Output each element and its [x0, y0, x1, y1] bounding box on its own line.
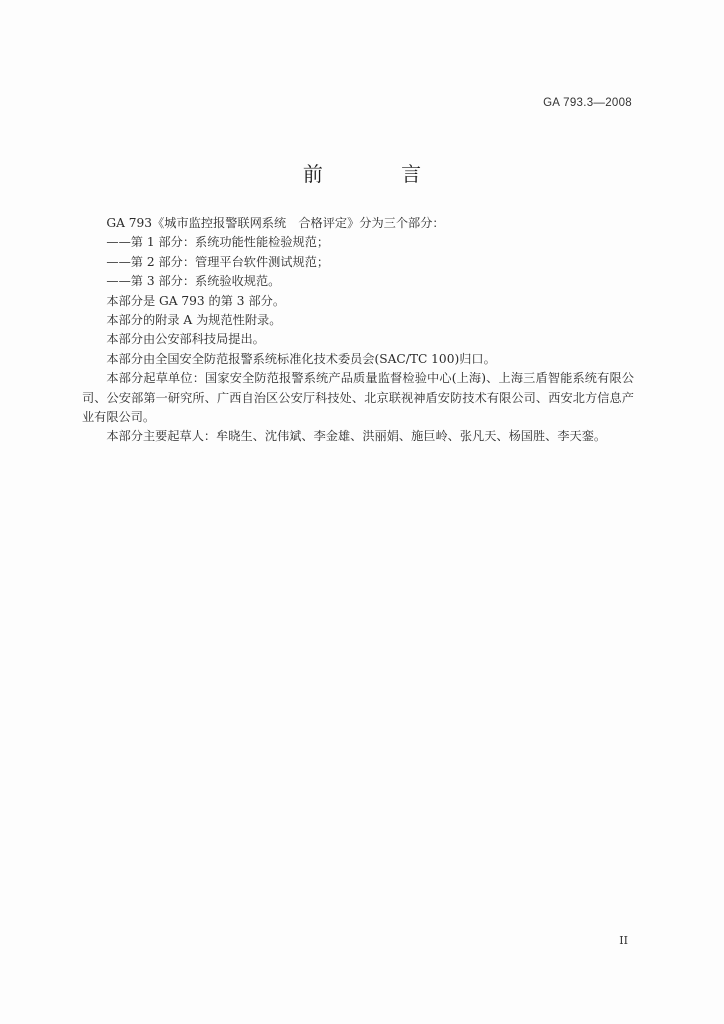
paragraph-drafting-units: 本部分起草单位：国家安全防范报警系统产品质量监督检验中心(上海)、上海三盾智能系统有限公司、公安部第一研究所、广西自治区公安厅科技处、北京联视神盾安防技术有限公司、西安北方信息产业有限公司。 — [82, 371, 634, 425]
list-item-part-1: ——第 1 部分：系统功能性能检验规范； — [106, 235, 330, 250]
paragraph-parts-intro: GA 793《城市监控报警联网系统 合格评定》分为三个部分： — [106, 216, 445, 230]
paragraph-committee: 本部分由全国安全防范报警系统标准化技术委员会(SAC/TC 100)归口。 — [106, 351, 496, 366]
paragraph-appendix: 本部分的附录 A 为规范性附录。 — [106, 313, 282, 328]
list-item-part-3: ——第 3 部分：系统验收规范。 — [106, 274, 281, 289]
section-title: 前 言 — [302, 162, 458, 186]
paragraph-drafters: 本部分主要起草人：牟晓生、沈伟斌、李金雄、洪丽娟、施巨岭、张凡天、杨国胜、李天銮。 — [106, 429, 607, 444]
paragraph-this-part: 本部分是 GA 793 的第 3 部分。 — [106, 293, 286, 308]
foreword-body — [82, 214, 634, 447]
list-item-part-2: ——第 2 部分：管理平台软件测试规范； — [106, 254, 330, 269]
document-code: GA 793.3—2008 — [543, 97, 632, 109]
page-number: II — [619, 934, 628, 947]
paragraph-proposed-by: 本部分由公安部科技局提出。 — [106, 332, 265, 347]
